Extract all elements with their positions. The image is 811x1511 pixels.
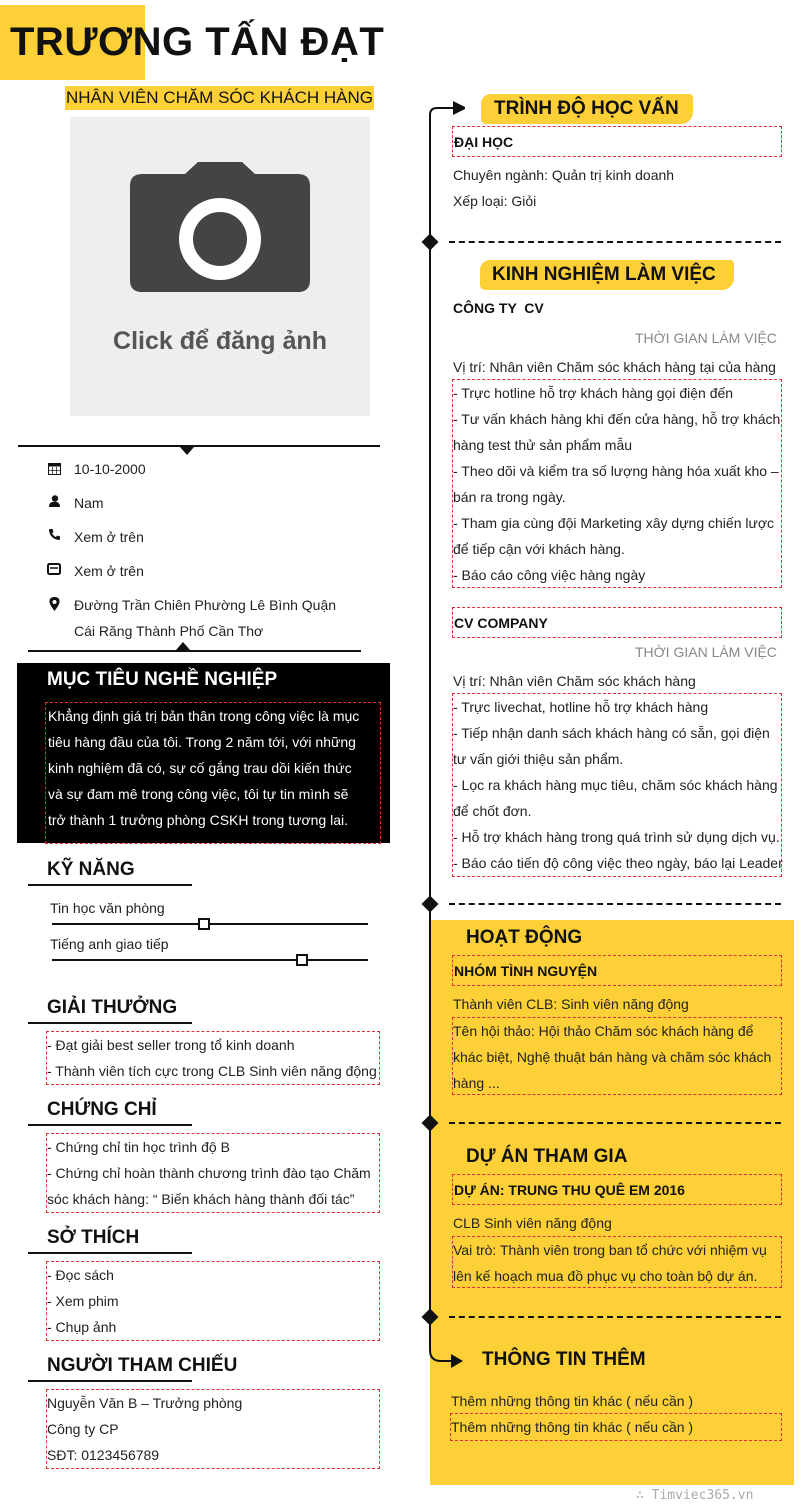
objective-section	[17, 663, 390, 843]
section-separator	[449, 903, 781, 905]
experience-title[interactable]: KINH NGHIỆM LÀM VIỆC	[492, 264, 716, 285]
duty-line: - Trực hotline hỗ trợ khách hàng gọi điện đến	[453, 385, 734, 401]
skill-slider-handle[interactable]	[198, 918, 210, 930]
references-title[interactable]: NGƯỜI THAM CHIẾU	[47, 1355, 238, 1376]
location-icon	[49, 597, 60, 611]
hobbies-underline	[28, 1252, 192, 1254]
job-duties[interactable]	[452, 693, 782, 877]
divider-arrow-up	[176, 642, 190, 650]
user-icon	[48, 495, 61, 508]
project-org[interactable]: CLB Sinh viên năng động	[453, 1215, 612, 1231]
skill-label: Tin học văn phòng	[50, 900, 165, 916]
hobbies-title[interactable]: SỞ THÍCH	[47, 1227, 140, 1248]
award-line: - Thành viên tích cực trong CLB Sinh viên năng động	[47, 1063, 377, 1079]
project-details[interactable]	[452, 1236, 782, 1288]
skill-item	[50, 900, 368, 930]
objective-line: Khẳng định giá trị bản thân trong công việc là mục	[48, 708, 360, 724]
activity-line: khác biệt, Nghệ thuật bán hàng và chăm sóc khách	[453, 1049, 772, 1065]
references-content[interactable]	[46, 1389, 380, 1469]
awards-content[interactable]	[46, 1031, 380, 1085]
skill-track	[52, 959, 368, 961]
education-major[interactable]: Chuyên ngành: Quản trị kinh doanh	[453, 167, 675, 183]
activity-line: hàng ...	[453, 1075, 500, 1091]
job-company[interactable]: CV COMPANY	[452, 607, 782, 638]
duty-line: để tiếp cận với khách hàng.	[453, 541, 625, 557]
activities-org[interactable]: NHÓM TÌNH NGUYỆN	[452, 955, 782, 986]
hobby-line: - Đọc sách	[47, 1267, 114, 1283]
reference-line: SĐT: 0123456789	[47, 1447, 160, 1463]
extra-line[interactable]: Thêm những thông tin khác ( nếu cần )	[451, 1393, 694, 1409]
skills-title[interactable]: KỸ NĂNG	[47, 859, 135, 880]
skill-label: Tiếng anh giao tiếp	[50, 936, 169, 952]
objective-line: và sự đam mê trong công việc, tôi tự tin mình sẽ	[48, 786, 349, 802]
duty-line: bán ra trong ngày.	[453, 489, 566, 505]
duty-line: - Hỗ trợ khách hàng trong quá trình sử dụng dịch vụ.	[453, 829, 780, 845]
project-line: lên kế hoạch mua đồ phục vụ cho toàn bộ dự án.	[453, 1268, 758, 1284]
duty-line: tư vấn giới thiệu sản phẩm.	[453, 751, 624, 767]
certificate-line: sóc khách hàng: “ Biến khách hàng thành đối tác”	[47, 1191, 355, 1207]
hobby-line: - Xem phim	[47, 1293, 119, 1309]
projects-title[interactable]: DỰ ÁN THAM GIA	[466, 1146, 628, 1167]
email-icon	[47, 563, 61, 576]
phone-icon	[48, 528, 61, 541]
duty-line: - Báo cáo công việc hàng ngày	[453, 567, 646, 583]
section-separator	[449, 1122, 781, 1124]
address-line-1[interactable]: Đường Trần Chiên Phường Lê Bình Quận	[74, 597, 337, 613]
awards-title[interactable]: GIẢI THƯỞNG	[47, 997, 178, 1018]
education-school[interactable]: ĐẠI HỌC	[452, 126, 782, 157]
phone-value[interactable]: Xem ở trên	[74, 529, 144, 545]
section-separator	[449, 1316, 781, 1318]
section-separator	[449, 241, 781, 243]
references-underline	[28, 1380, 192, 1382]
extra-title[interactable]: THÔNG TIN THÊM	[482, 1349, 646, 1370]
dob-value[interactable]: 10-10-2000	[74, 461, 146, 477]
objective-line: tiêu hàng đầu của tôi. Trong 2 năm tới, với những	[48, 734, 356, 750]
calendar-icon	[48, 462, 61, 475]
contact-bottom-divider	[28, 650, 361, 652]
watermark	[636, 1488, 753, 1503]
photo-upload[interactable]	[70, 117, 370, 416]
watermark-text: Timviec365.vn	[651, 1488, 754, 1503]
duty-line: - Tiếp nhận danh sách khách hàng có sẵn, gọi điện	[453, 725, 770, 741]
award-line: - Đạt giải best seller trong tổ kinh doanh	[47, 1037, 295, 1053]
objective-line: trở thành 1 trưởng phòng CSKH trong tương lai.	[48, 812, 348, 828]
certificate-line: - Chứng chỉ hoàn thành chương trình đào tạo Chăm	[47, 1165, 371, 1181]
job-duties[interactable]	[452, 379, 782, 588]
job-title[interactable]: NHÂN VIÊN CHĂM SÓC KHÁCH HÀNG	[65, 86, 374, 110]
project-name[interactable]: DỰ ÁN: TRUNG THU QUÊ EM 2016	[452, 1174, 782, 1205]
job-company[interactable]: CÔNG TY CV	[453, 300, 544, 316]
skill-track	[52, 923, 368, 925]
job-time[interactable]: THỜI GIAN LÀM VIỆC	[635, 330, 777, 346]
duty-line: - Lọc ra khách hàng mục tiêu, chăm sóc khách hàng	[453, 777, 778, 793]
education-details	[453, 162, 674, 214]
activities-role[interactable]: Thành viên CLB: Sinh viên năng động	[453, 996, 689, 1012]
objective-title[interactable]: MỤC TIÊU NGHỀ NGHIỆP	[47, 669, 278, 690]
duty-line: - Trực livechat, hotline hỗ trợ khách hàng	[453, 699, 709, 715]
job-position[interactable]: Vị trí: Nhân viên Chăm sóc khách hàng	[453, 673, 696, 689]
contact-divider	[18, 445, 380, 447]
objective-text[interactable]	[45, 702, 381, 844]
watermark-icon: ∴	[636, 1488, 652, 1503]
objective-line: kinh nghiệm đã có, sự cố gắng trau dồi kiến thức	[48, 760, 352, 776]
awards-underline	[28, 1022, 192, 1024]
certificates-underline	[28, 1124, 192, 1126]
address-line-2[interactable]: Cái Răng Thành Phố Cần Thơ	[74, 623, 264, 639]
activity-line: Tên hội thảo: Hội thảo Chăm sóc khách hàng để	[453, 1023, 754, 1039]
gender-value[interactable]: Nam	[74, 495, 104, 511]
duty-line: để chốt đơn.	[453, 803, 532, 819]
divider-arrow	[180, 447, 194, 455]
duty-line: hàng test thử sản phẩm mẫu	[453, 437, 633, 453]
duty-line: - Tư vấn khách hàng khi đến cửa hàng, hỗ trợ khách	[453, 411, 781, 427]
education-grade[interactable]: Xếp loại: Giỏi	[453, 193, 537, 209]
skill-item	[50, 936, 368, 966]
duty-line: - Tham gia cùng đội Marketing xây dựng chiến lược	[453, 515, 775, 531]
camera-icon	[130, 162, 310, 292]
education-title[interactable]: TRÌNH ĐỘ HỌC VẤN	[494, 98, 679, 119]
job-position[interactable]: Vị trí: Nhân viên Chăm sóc khách hàng tại của hàng	[453, 359, 776, 375]
certificates-title[interactable]: CHỨNG CHỈ	[47, 1099, 157, 1120]
candidate-name[interactable]: TRƯƠNG TẤN ĐẠT	[10, 20, 385, 64]
photo-upload-label: Click để đăng ảnh	[113, 327, 327, 355]
reference-line: Nguyễn Văn B – Trưởng phòng	[47, 1395, 243, 1411]
job-time[interactable]: THỜI GIAN LÀM VIỆC	[635, 644, 777, 660]
certificates-content[interactable]	[46, 1133, 380, 1213]
hobby-line: - Chụp ảnh	[47, 1319, 117, 1335]
skills-underline	[28, 884, 192, 886]
activities-details[interactable]	[452, 1017, 782, 1095]
certificate-line: - Chứng chỉ tin học trình độ B	[47, 1139, 230, 1155]
duty-line: - Theo dõi và kiểm tra số lượng hàng hóa xuất kho –	[453, 463, 779, 479]
hobbies-content[interactable]	[46, 1261, 380, 1341]
skill-slider-handle[interactable]	[296, 954, 308, 966]
project-line: Vai trò: Thành viên trong ban tổ chức với nhiệm vụ	[453, 1242, 767, 1258]
duty-line: - Báo cáo tiến độ công việc theo ngày, báo lại Leader	[453, 855, 783, 871]
email-value[interactable]: Xem ở trên	[74, 563, 144, 579]
extra-line[interactable]: Thêm những thông tin khác ( nếu cần )	[450, 1413, 782, 1441]
activities-title[interactable]: HOẠT ĐỘNG	[466, 927, 583, 948]
reference-line: Công ty CP	[47, 1421, 119, 1437]
